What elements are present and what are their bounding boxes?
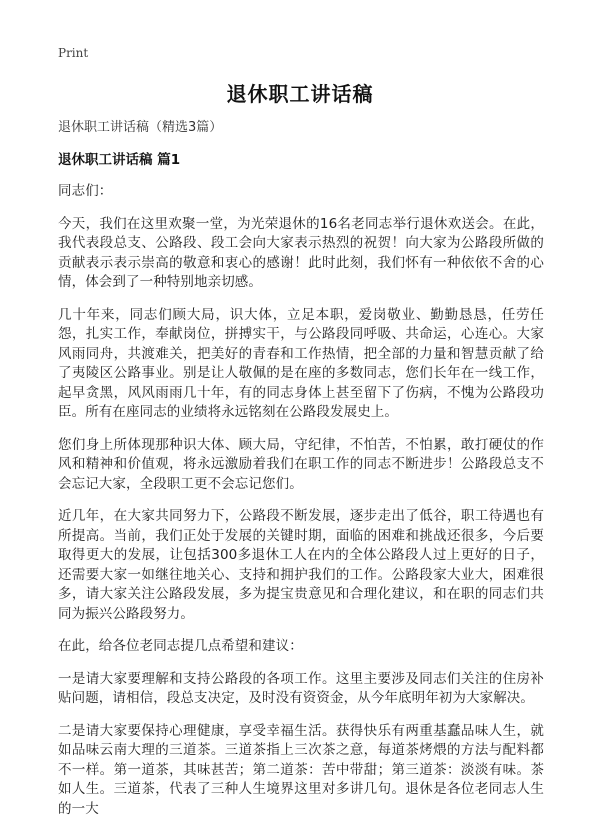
document-subtitle: 退休职工讲话稿（精选3篇） (58, 120, 223, 135)
print-link[interactable]: Print (58, 46, 89, 60)
paragraph-salutation: 同志们： (58, 183, 113, 199)
paragraph: 几十年来，同志们顾大局，识大体，立足本职，爱岗敬业、勤勤恳恳，任劳任怨，扎实工作，奉献岗位，拼搏实干，与公路段同呼吸、共命运，心连心。大家风雨同舟，共渡难关，把美好的青春和工作热情，把全部的力量和智慧贡献了给了夷陵区公路事业。别是让人敬佩的是在座的多数同志，您们长年在一线工作，起早贪黑，风风雨雨几十年，有的同志身体上甚至留下了伤病，不愧为公路段功臣。所有在座同志的业绩将永远铭刻在公路段发展史上。 (58, 306, 544, 420)
paragraph: 在此，给各位老同志提几点希望和建议： (58, 638, 303, 654)
paragraph: 今天，我们在这里欢聚一堂，为光荣退休的16名老同志举行退休欢送会。在此，我代表段总支、公路段、段工会向大家表示热烈的祝贺！向大家为公路段所做的贡献表示表示崇高的敬意和衷心的感谢！此时此刻，我们怀有一种依依不舍的心情，体会到了一种特别地亲切感。 (58, 215, 544, 290)
paragraph: 二是请大家要保持心理健康，享受幸福生活。获得快乐有两重基蠢品味人生，就如品味云南大理的三道茶。三道茶指上三次茶之意，每道茶烤煨的方法与配料都不一样。第一道茶，其味甚苦；第二道茶：苦中带甜；第三道茶：淡淡有味。茶如人生。三道茶，代表了三种人生境界这里对多讲几句。退休是各位老同志人生的一大 (58, 722, 544, 817)
section-heading: 退休职工讲话稿 篇1 (58, 152, 181, 168)
document-body (58, 118, 544, 828)
paragraph: 您们身上所体现那种识大体、顾大局，守纪律，不怕苦，不怕累，敢打硬仗的作风和精神和价值观，将永远激励着我们在职工作的同志不断进步！公路段总支不会忘记大家，全段职工更不会忘记您们。 (58, 436, 544, 492)
document-title: 退休职工讲话稿 (226, 82, 374, 106)
paragraph: 近几年，在大家共同努力下，公路段不断发展，逐步走出了低谷，职工待遇也有所提高。当前，我们正处于发展的关键时期，面临的困难和挑战还很多，今后要取得更大的发展，让包括300多退休工人在内的全体公路段人过上更好的日子，还需要大家一如继往地关心、支持和拥护我们的工作。公路段家大业大，困难很多，请大家关注公路段发展，多为提宝贵意见和合理化建议，和在职的同志们共同为振兴公路段努力。 (58, 508, 544, 622)
paragraph: 一是请大家要理解和支持公路段的各项工作。这里主要涉及同志们关注的住房补贴问题，请相信，段总支决定，及时没有资资金，从今年底明年初为大家解决。 (58, 670, 544, 706)
